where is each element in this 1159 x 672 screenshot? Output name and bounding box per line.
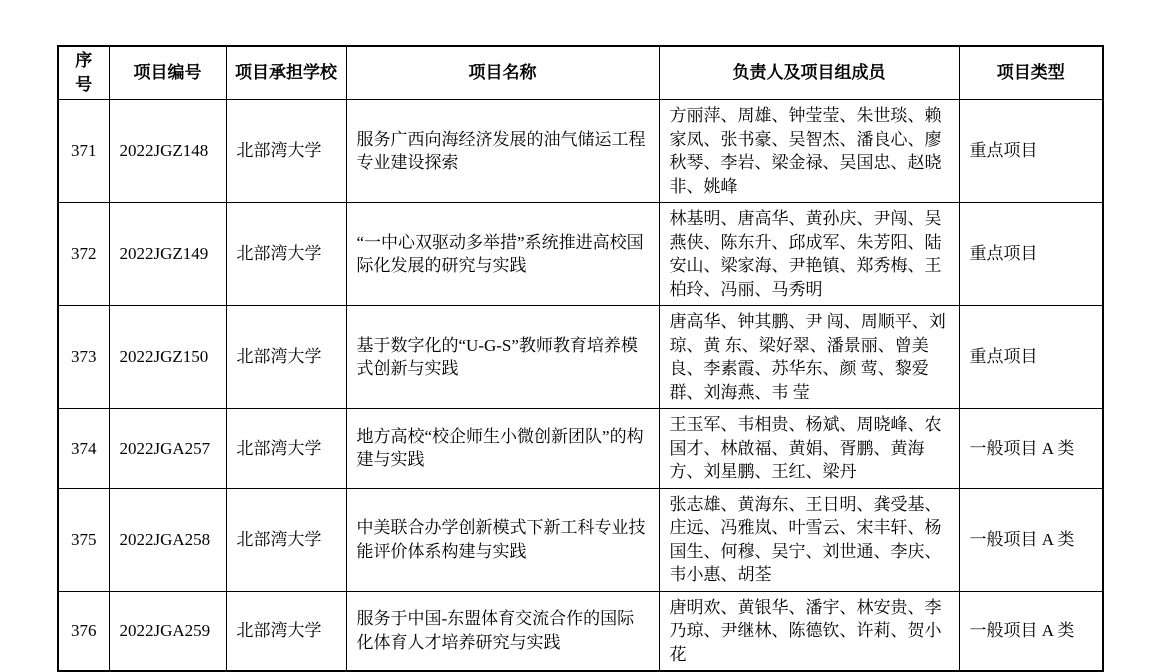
header-type: 项目类型: [959, 46, 1103, 100]
cell-code: 2022JGA259: [109, 591, 226, 671]
cell-members: 方丽萍、周雄、钟莹莹、朱世琰、赖家凤、张书豪、吴智杰、潘良心、廖秋琴、李岩、梁金禄、吴国忠、赵晓非、姚峰: [659, 100, 959, 203]
cell-project-name: 服务于中国-东盟体育交流合作的国际化体育人才培养研究与实践: [346, 591, 659, 671]
cell-type: 一般项目 A 类: [959, 488, 1103, 591]
cell-code: 2022JGA258: [109, 488, 226, 591]
cell-type: 一般项目 A 类: [959, 409, 1103, 489]
table-row: [58, 203, 1103, 306]
cell-type: 重点项目: [959, 100, 1103, 203]
table-row: [58, 488, 1103, 591]
cell-code: 2022JGZ149: [109, 203, 226, 306]
project-table: [57, 45, 1104, 672]
cell-serial: 376: [58, 591, 109, 671]
header-serial: 序号: [58, 46, 109, 100]
cell-code: 2022JGZ150: [109, 306, 226, 409]
cell-code: 2022JGZ148: [109, 100, 226, 203]
cell-code: 2022JGA257: [109, 409, 226, 489]
cell-project-name: 地方高校“校企师生小微创新团队”的构建与实践: [346, 409, 659, 489]
cell-school: 北部湾大学: [226, 409, 346, 489]
cell-project-name: 中美联合办学创新模式下新工科专业技能评价体系构建与实践: [346, 488, 659, 591]
cell-serial: 373: [58, 306, 109, 409]
cell-serial: 371: [58, 100, 109, 203]
cell-school: 北部湾大学: [226, 591, 346, 671]
cell-members: 林基明、唐高华、黄孙庆、尹闯、吴燕侠、陈东升、邱成军、朱芳阳、陆安山、梁家海、尹艳镇、郑秀梅、王柏玲、冯丽、马秀明: [659, 203, 959, 306]
cell-type: 重点项目: [959, 203, 1103, 306]
cell-type: 一般项目 A 类: [959, 591, 1103, 671]
cell-project-name: 服务广西向海经济发展的油气储运工程专业建设探索: [346, 100, 659, 203]
cell-type: 重点项目: [959, 306, 1103, 409]
cell-members: 王玉军、韦相贵、杨斌、周晓峰、农国才、林啟福、黄娟、胥鹏、黄海方、刘星鹏、王红、梁丹: [659, 409, 959, 489]
table-row: [58, 591, 1103, 671]
header-school: 项目承担学校: [226, 46, 346, 100]
cell-school: 北部湾大学: [226, 488, 346, 591]
header-project-name: 项目名称: [346, 46, 659, 100]
table-row: [58, 306, 1103, 409]
cell-school: 北部湾大学: [226, 100, 346, 203]
cell-school: 北部湾大学: [226, 203, 346, 306]
cell-members: 唐明欢、黄银华、潘宇、林安贵、李乃琼、尹继林、陈德钦、许莉、贺小花: [659, 591, 959, 671]
cell-serial: 372: [58, 203, 109, 306]
header-members: 负责人及项目组成员: [659, 46, 959, 100]
header-code: 项目编号: [109, 46, 226, 100]
table-header-row: [58, 46, 1103, 100]
cell-school: 北部湾大学: [226, 306, 346, 409]
cell-serial: 374: [58, 409, 109, 489]
table-row: [58, 100, 1103, 203]
cell-project-name: “一中心双驱动多举措”系统推进高校国际化发展的研究与实践: [346, 203, 659, 306]
cell-members: 张志雄、黄海东、王日明、龚受基、庄远、冯雅岚、叶雪云、宋丰轩、杨国生、何穆、吴宁、刘世通、李庆、韦小惠、胡荃: [659, 488, 959, 591]
table-row: [58, 409, 1103, 489]
cell-project-name: 基于数字化的“U-G-S”教师教育培养模式创新与实践: [346, 306, 659, 409]
cell-serial: 375: [58, 488, 109, 591]
cell-members: 唐高华、钟其鹏、尹 闯、周顺平、刘 琼、黄 东、梁好翠、潘景丽、曾美良、李素霞、苏华东、颜 莺、黎爱群、刘海燕、韦 莹: [659, 306, 959, 409]
